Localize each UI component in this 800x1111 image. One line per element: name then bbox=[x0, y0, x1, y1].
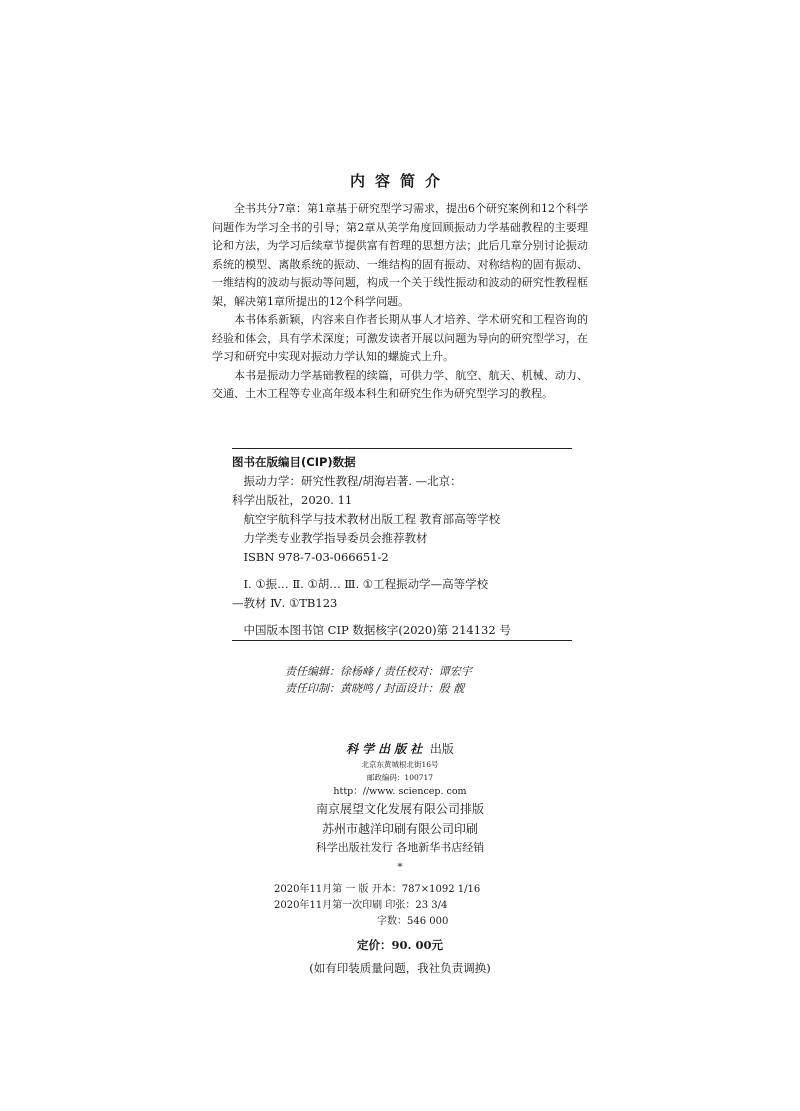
publisher-url: http：//www. sciencep. com bbox=[333, 786, 467, 797]
credit-line: 责任编辑：徐杨峰 / 责任校对：谭宏宇 bbox=[285, 665, 472, 678]
intro-paragraph: 本书是振动力学基础教程的续篇，可供力学、航空、航天、机械、动力、交通、土木工程等专业高年级本科生和研究生作为研究型学习的教程。 bbox=[212, 368, 588, 400]
printing-line: 2020年11月第一次印刷 印张：23 3/4 bbox=[274, 900, 448, 911]
separator-star: * bbox=[397, 862, 403, 873]
publisher-suffix: 出版 bbox=[429, 742, 454, 756]
cip-isbn: ISBN 978-7-03-066651-2 bbox=[243, 550, 389, 564]
cip-record-number: 中国版本图书馆 CIP 数据核字(2020)第 214132 号 bbox=[243, 623, 511, 637]
word-count: 字数：546 000 bbox=[377, 916, 449, 927]
cip-top-rule bbox=[232, 448, 572, 449]
publisher-line bbox=[0, 740, 800, 758]
distribution-line: 科学出版社发行 各地新华书店经销 bbox=[315, 841, 485, 854]
cip-block bbox=[232, 453, 577, 640]
printer-line: 苏州市越洋印刷有限公司印刷 bbox=[321, 822, 478, 836]
cip-line: 振动力学：研究性教程/胡海岩著. —北京： bbox=[243, 474, 462, 488]
quality-notice: (如有印装质量问题，我社负责调换) bbox=[309, 961, 491, 975]
publisher-address: 北京东黄城根北街16号 bbox=[361, 760, 439, 769]
intro-paragraph: 本书体系新颖，内容来自作者长期从事人才培养、学术研究和工程咨询的经验和体会，具有学术深度；可激发读者开展以问题为导向的研究型学习，在学习和研究中实现对振动力学认知的螺旋式上升。 bbox=[212, 313, 588, 363]
cip-bottom-rule bbox=[232, 640, 572, 641]
publisher-name: 科学出版社 bbox=[346, 742, 427, 756]
intro-title: 内容简介 bbox=[349, 172, 450, 190]
cip-heading: 图书在版编目(CIP)数据 bbox=[232, 455, 356, 469]
cip-line: 力学类专业教学指导委员会推荐教材 bbox=[243, 531, 428, 545]
edition-line: 2020年11月第 一 版 开本：787×1092 1/16 bbox=[274, 884, 481, 895]
publisher-postcode: 邮政编码：100717 bbox=[366, 773, 434, 782]
cip-line: 航空宇航科学与技术教材出版工程 教育部高等学校 bbox=[243, 512, 501, 526]
cip-line: 科学出版社，2020. 11 bbox=[232, 493, 353, 507]
credits-block bbox=[285, 663, 472, 697]
credit-line: 责任印制：黄晓鸣 / 封面设计：殷 靓 bbox=[285, 682, 465, 695]
publisher-block bbox=[0, 740, 800, 857]
specs-block bbox=[274, 882, 480, 930]
intro-summary bbox=[212, 200, 588, 404]
cip-line: —教材 Ⅳ. ①TB123 bbox=[232, 596, 338, 610]
intro-paragraph: 全书共分7章：第1章基于研究型学习需求，提出6个研究案例和12个科学问题作为学习全书的引导；第2章从美学角度回顾振动力学基础教程的主要理论和方法，为学习后续章节提供富有哲理的思想方法；此后几章分别讨论振动系统的模型、离散系统的振动、一维结构的固有振动、对称结构的固有振动、一维结构的波动与振动等问题，构成一个关于线性振动和波动的研究性教程框架，解决第1章所提出的12个科学问题。 bbox=[212, 202, 588, 308]
price: 定价：90. 00元 bbox=[356, 938, 443, 952]
typesetter-line: 南京展望文化发展有限公司排版 bbox=[315, 802, 484, 816]
cip-line: Ⅰ. ①振… Ⅱ. ①胡… Ⅲ. ①工程振动学—高等学校 bbox=[243, 577, 489, 591]
